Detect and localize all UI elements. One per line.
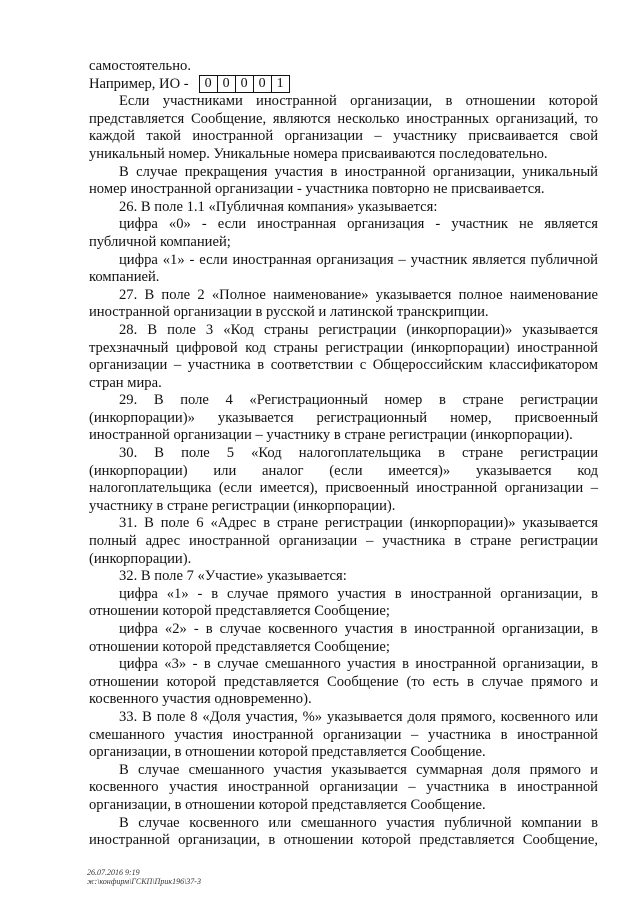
text-line: (инкорпорации) или аналог (если имеется)» указывается код — [89, 462, 598, 479]
text-line: трехзначный цифровой код страны регистрации (инкорпорации) иностранной — [89, 339, 598, 356]
text-line: иностранной организации – участнику в стране регистрации (инкорпорации). — [89, 427, 573, 444]
text-line: иностранной организации, в отношении которой представляется Сообщение, — [89, 832, 598, 849]
text-line: представляется Сообщение, являются несколько иностранных организаций, то — [89, 110, 598, 127]
text-line: смешанного участия иностранной организации – участника в иностранной — [89, 726, 598, 743]
text-line: полный адрес иностранной организации – участника в стране регистрации — [89, 533, 598, 550]
text-line: цифра «1» - в случае прямого участия в иностранной организации, в — [119, 585, 598, 602]
text-line: отношении которой представляется Сообщение; — [89, 603, 390, 620]
text-line: публичной компанией; — [89, 233, 231, 250]
example-code-line — [89, 76, 598, 94]
text-line: организации, в отношении которой представляется Сообщение. — [89, 796, 486, 813]
text-line: цифра «1» - если иностранная организация – участник является публичной — [119, 251, 598, 268]
text-line: 32. В поле 7 «Участие» указывается: — [119, 568, 347, 585]
text-line: стран мира. — [89, 374, 162, 391]
text-line: 33. В поле 8 «Доля участия, %» указывается доля прямого, косвенного или — [119, 708, 598, 725]
text-line: цифра «0» - если иностранная организация - участник не является — [119, 216, 598, 233]
text-line: 27. В поле 2 «Полное наименование» указывается полное наименование — [119, 286, 598, 303]
text-line: отношении которой представляется Сообщение; — [89, 638, 390, 655]
text-line: организации, в отношении которой представляется Сообщение. — [89, 744, 486, 761]
text-line: организации – участника в соответствии с Общероссийским классификатором — [89, 357, 598, 374]
code-digit-box: 0 — [200, 76, 218, 92]
code-digit-box: 1 — [276, 76, 284, 92]
code-digit-box: 0 — [218, 76, 236, 92]
text-line: В случае смешанного участия указывается суммарная доля прямого и — [119, 761, 598, 778]
text-line: 31. В поле 6 «Адрес в стране регистрации (инкорпорации)» указывается — [119, 515, 598, 532]
document-footer — [87, 868, 201, 886]
text-line: иностранной организации в русской и латинской транскрипции. — [89, 304, 489, 321]
text-line: участнику в стране регистрации (инкорпорации). — [89, 497, 396, 514]
text-line: косвенного участия одновременно). — [89, 691, 312, 708]
text-line: 26. В поле 1.1 «Публичная компания» указывается: — [119, 198, 438, 215]
text-line: В случае косвенного или смешанного участия публичной компании в — [119, 814, 598, 831]
text-line: (инкорпорации)» указывается регистрационный номер, присвоенный — [89, 409, 598, 426]
text-line: уникальный номер. Уникальные номера присваиваются последовательно. — [89, 145, 548, 162]
footer-file-path: ж:\конфирм\ГСКП\Прик196\37-3 — [87, 877, 201, 886]
text-line: В случае прекращения участия в иностранной организации, уникальный — [119, 163, 598, 180]
text-line: самостоятельно. — [89, 58, 191, 74]
document-body — [89, 58, 598, 850]
text-line: 30. В поле 5 «Код налогоплательщика в стране регистрации — [119, 445, 598, 462]
text-line: Если участниками иностранной организации, в отношении которой — [119, 93, 598, 110]
text-line: компанией. — [89, 269, 160, 286]
text-line: каждой такой иностранной организации – участнику присваивается свой — [89, 128, 598, 145]
footer-timestamp: 26.07.2016 9:19 — [87, 868, 140, 877]
code-digit-box: 0 — [254, 76, 272, 92]
text-line: цифра «2» - в случае косвенного участия в иностранной организации, в — [119, 621, 598, 637]
text-line: номер иностранной организации - участника повторно не присваивается. — [89, 181, 545, 198]
text-line: отношении которой представляется Сообщение (то есть в случае прямого и — [89, 673, 598, 690]
code-digit-box: 0 — [236, 76, 254, 92]
text-line: 28. В поле 3 «Код страны регистрации (инкорпорации)» указывается — [119, 321, 598, 338]
text-line: цифра «3» - в случае смешанного участия в иностранной организации, в — [119, 656, 598, 673]
text-line: косвенного участия иностранной организации – участника в иностранной — [89, 779, 598, 796]
text-line: (инкорпорации). — [89, 550, 192, 567]
code-boxes — [199, 75, 290, 93]
example-label: Например, ИО - — [89, 75, 189, 92]
text-line: 29. В поле 4 «Регистрационный номер в стране регистрации — [119, 392, 598, 409]
text-line: налогоплательщика (если имеется), присвоенный иностранной организации – — [89, 480, 598, 497]
